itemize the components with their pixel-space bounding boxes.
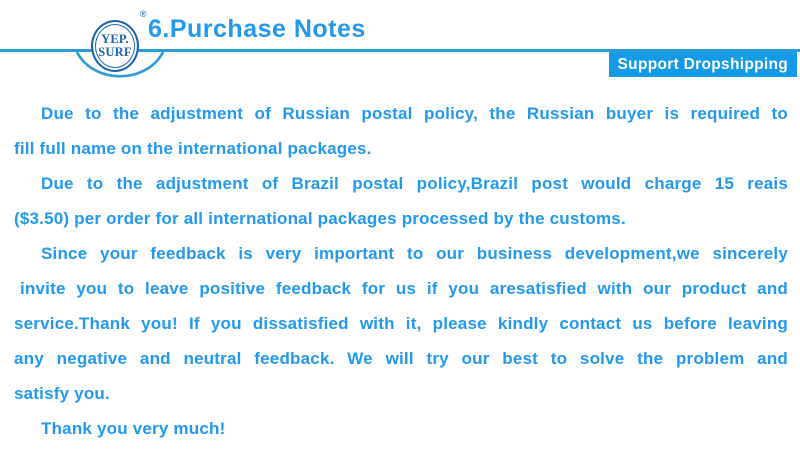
notes-line: any negative and neutral feedback. We will try our best to solve the problem and — [14, 349, 788, 368]
purchase-notes-text — [14, 96, 788, 446]
notes-line: satisfy you. — [14, 384, 110, 403]
notes-line: Thank you very much! — [41, 419, 226, 438]
registered-trademark-icon: ® — [140, 9, 147, 19]
brand-logo — [91, 20, 139, 72]
notes-line: Due to the adjustment of Russian postal policy, the Russian buyer is required to — [41, 104, 788, 123]
page-header — [0, 0, 800, 90]
notes-line: invite you to leave positive feedback for us if you aresatisfied with our product and — [20, 279, 788, 298]
notes-line: fill full name on the international packages. — [14, 139, 372, 158]
brand-logo-text-top: YEP. — [101, 32, 129, 47]
notes-line: ($3.50) per order for all international packages processed by the customs. — [14, 209, 626, 228]
support-dropshipping-badge: Support Dropshipping — [609, 52, 797, 77]
notes-line: service.Thank you! If you dissatisfied with it, please kindly contact us before leaving — [14, 314, 788, 333]
brand-logo-text-bottom: SURF — [98, 45, 132, 59]
notes-line: Due to the adjustment of Brazil postal policy,Brazil post would charge 15 reais — [41, 174, 788, 193]
page-title: 6.Purchase Notes — [148, 15, 366, 43]
notes-line: Since your feedback is very important to our business development,we sincerely — [41, 244, 788, 263]
